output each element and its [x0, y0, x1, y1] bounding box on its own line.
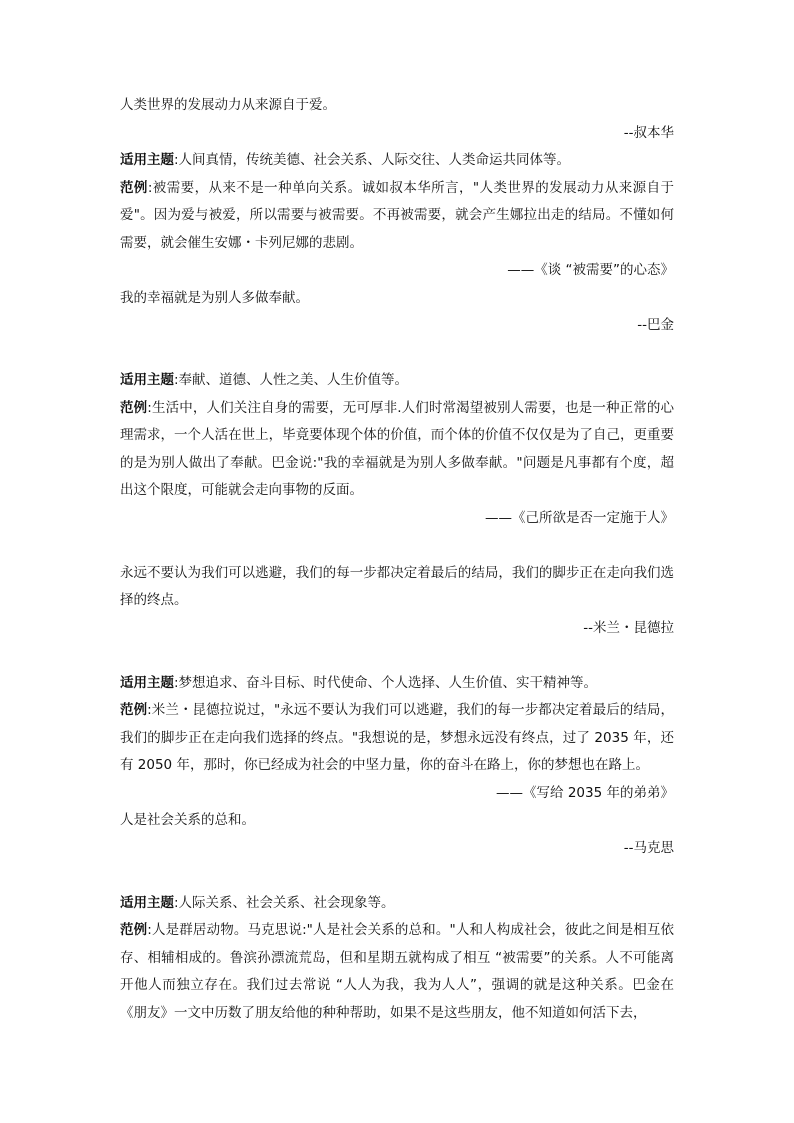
theme-text: :奉献、道德、人性之美、人生价值等。 [174, 372, 409, 388]
spacer [120, 340, 674, 368]
quote-author: --巴金 [637, 317, 674, 333]
example-paragraph [120, 697, 674, 780]
example-source: ——《己所欲是否一定施于人》 [485, 509, 674, 526]
example-label: 范例 [120, 702, 148, 718]
example-label: 范例 [120, 399, 148, 416]
theme-text: :人际关系、社会关系、社会现象等。 [174, 894, 395, 911]
example-label: 范例 [120, 179, 148, 196]
theme-text: :梦想追求、奋斗目标、时代使命、个人选择、人生价值、实干精神等。 [174, 674, 598, 691]
example-text: :人是群居动物。马克思说:"人是社会关系的总和。"人和人构成社会，彼此之间是相互依存、相辅相成的。鲁滨孙漂流荒岛，但和星期五就构成了相互 “被需要”的关系。人不可能离开他人而独立存在。我们过去常说 “人人为我，我为人人”，强调的就是这种关系。巴金在《朋友》一文中历数了朋友给他的种种帮助，如果不是这些朋友，他不知道如何活下去， [120, 922, 675, 1021]
spacer [120, 642, 674, 670]
example-text: :米兰・昆德拉说过，"永远不要认为我们可以逃避，我们的每一步都决定着最后的结局，我们的脚步正在走向我们选择的终点。"我想说的是，梦想永远没有终点，过了 2035 年，还有 2050 年，那时，你已经成为社会的中坚力量，你的奋斗在路上，你的梦想也在路上。 [120, 702, 675, 773]
example-text: :生活中，人们关注自身的需要，无可厚非.人们时常渴望被别人需要，也是一种正常的心理需求，一个人活在世上，毕竟要体现个体的价值，而个体的价值不仅仅是为了自己，更重要的是为别人做出了奉献。巴金说:"我的幸福就是为别人多做奉献。"问题是凡事都有个度，超出这个限度，可能就会走向事物的反面。 [120, 399, 675, 498]
theme-line [120, 367, 674, 395]
example-paragraph [120, 175, 674, 258]
example-text: :被需要，从来不是一种单向关系。诚如叔本华所言，"人类世界的发展动力从来源自于爱"。因为爱与被爱，所以需要与被需要。不再被需要，就会产生娜拉出走的结局。不懂如何需要，就会催生安娜・卡列尼娜的悲剧。 [120, 179, 674, 251]
spacer [120, 532, 674, 560]
example-source: ——《谈 “被需要”的心态》 [507, 262, 674, 278]
spacer [120, 862, 674, 890]
example-paragraph [120, 917, 674, 1027]
quote-text: 人类世界的发展动力从来源自于爱。 [120, 97, 336, 113]
theme-text: :人间真情，传统美德、社会关系、人际交往、人类命运共同体等。 [174, 152, 571, 168]
example-paragraph [120, 395, 674, 505]
quote-text: 我的幸福就是为别人多做奉献。 [120, 289, 309, 306]
quote-text: 永远不要认为我们可以逃避，我们的每一步都决定着最后的结局，我们的脚步正在走向我们选择的终点。 [120, 564, 674, 608]
theme-line [120, 670, 674, 698]
quote-author: --米兰・昆德拉 [583, 619, 674, 636]
quote-author: --叔本华 [623, 124, 674, 141]
theme-label: 适用主题 [120, 152, 174, 168]
example-label: 范例 [120, 922, 148, 938]
quote-author: --马克思 [623, 839, 674, 856]
theme-label: 适用主题 [120, 372, 174, 388]
document-page [120, 92, 674, 1027]
theme-label: 适用主题 [120, 894, 174, 911]
quote-text: 人是社会关系的总和。 [120, 812, 255, 828]
theme-line [120, 890, 674, 918]
example-source: ——《写给 2035 年的弟弟》 [496, 784, 674, 801]
theme-line [120, 147, 674, 175]
theme-label: 适用主题 [120, 674, 174, 691]
